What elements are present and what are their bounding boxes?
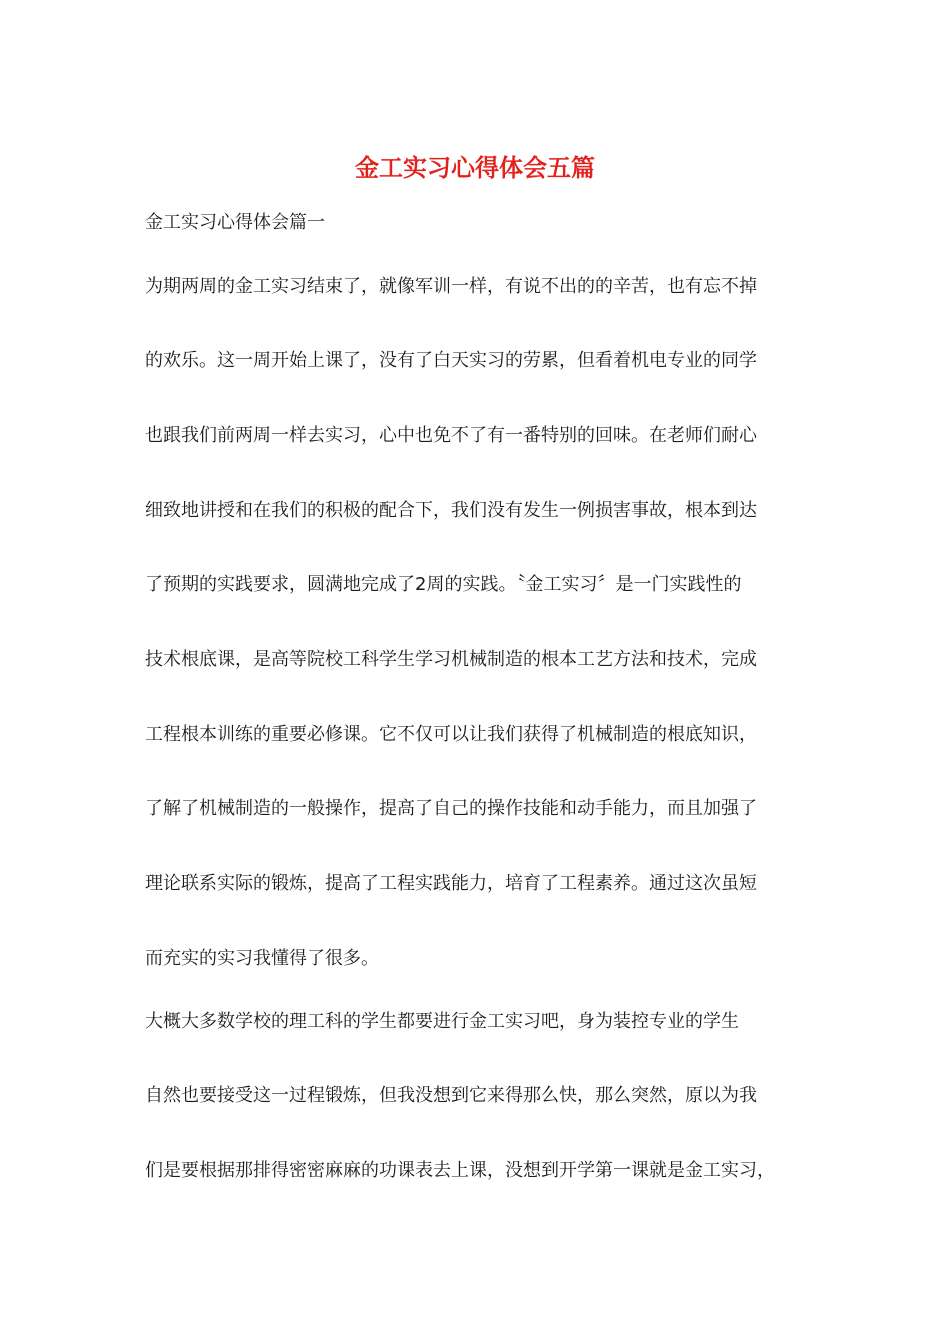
paragraph-line: 了预期的实践要求，圆满地完成了2周的实践。〝金工实习〞是一门实践性的 bbox=[145, 574, 742, 595]
paragraph-line: 的欢乐。这一周开始上课了，没有了白天实习的劳累，但看着机电专业的同学 bbox=[145, 350, 757, 371]
paragraph-line: 们是要根据那排得密密麻麻的功课表去上课，没想到开学第一课就是金工实习， bbox=[145, 1160, 775, 1181]
paragraph-line: 而充实的实习我懂得了很多。 bbox=[145, 948, 379, 969]
paragraph-line: 为期两周的金工实习结束了，就像军训一样，有说不出的的辛苦，也有忘不掉 bbox=[145, 276, 757, 297]
document-title: 金工实习心得体会五篇 bbox=[355, 154, 595, 182]
paragraph-line: 细致地讲授和在我们的积极的配合下，我们没有发生一例损害事故，根本到达 bbox=[145, 500, 757, 521]
paragraph-line: 大概大多数学校的理工科的学生都要进行金工实习吧，身为装控专业的学生 bbox=[145, 1011, 739, 1032]
section-heading: 金工实习心得体会篇一 bbox=[145, 212, 325, 233]
paragraph-line: 自然也要接受这一过程锻炼，但我没想到它来得那么快，那么突然，原以为我 bbox=[145, 1085, 757, 1106]
paragraph-line: 技术根底课，是高等院校工科学生学习机械制造的根本工艺方法和技术，完成 bbox=[145, 649, 757, 670]
paragraph-line: 了解了机械制造的一般操作，提高了自己的操作技能和动手能力，而且加强了 bbox=[145, 798, 757, 819]
paragraph-line: 理论联系实际的锻炼，提高了工程实践能力，培育了工程素养。通过这次虽短 bbox=[145, 873, 757, 894]
paragraph-line: 工程根本训练的重要必修课。它不仅可以让我们获得了机械制造的根底知识， bbox=[145, 724, 757, 745]
paragraph-line: 也跟我们前两周一样去实习，心中也免不了有一番特别的回味。在老师们耐心 bbox=[145, 425, 757, 446]
